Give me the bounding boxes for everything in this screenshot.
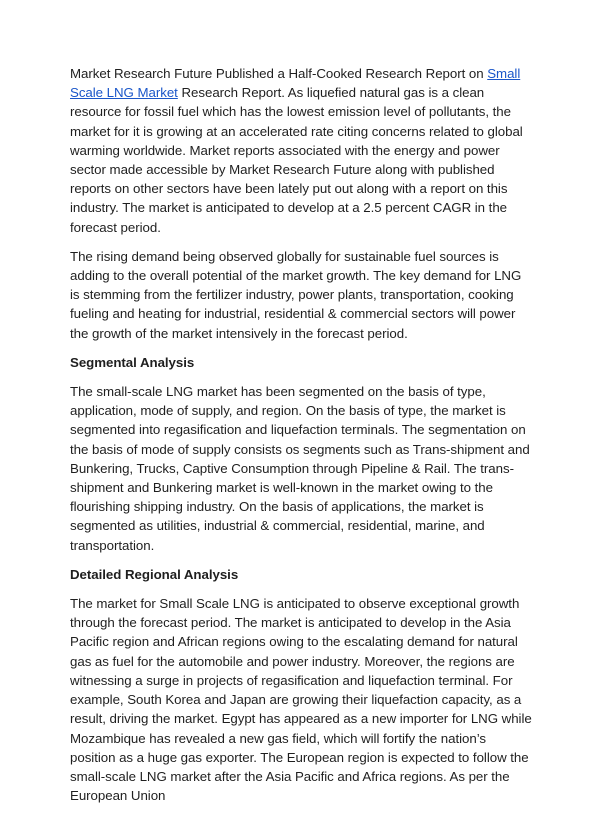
small-scale-lng-market-link[interactable]: Small Scale LNG Market bbox=[70, 66, 521, 101]
segmental-paragraph: The small-scale LNG market has been segmented on the basis of type, application, mode of supply, and region. On the basis of type, the market is segmented into regasification and liquefaction terminals. The segmentation on the basis of mode of supply consists os segments such as Trans-shipment and Bunkering, Trucks, Captive Consumption through Pipeline & Rail. The trans-shipment and Bunkering market is well-known in the market owing to the flourishing shipping industry. On the basis of applications, the market is segmented as utilities, industrial & commercial, residential, marine, and transportation. bbox=[70, 384, 530, 553]
demand-paragraph: The rising demand being observed globally for sustainable fuel sources is adding to the overall potential of the market growth. The key demand for LNG is stemming from the fertilizer industry, power plants, transportation, cooking fueling and heating for industrial, residential & commercial sectors will power the growth of the market intensively in the forecast period. bbox=[70, 248, 522, 341]
segmental-analysis-heading: Segmental Analysis bbox=[70, 354, 195, 370]
regional-paragraph: The market for Small Scale LNG is anticipated to observe exceptional growth through the forecast period. The market is anticipated to develop in the Asia Pacific region and African regions owing to the escalating demand for natural gas as fuel for the automobile and power industry. Moreover, the regions are witnessing a surge in projects of regasification and liquefaction terminal. For example, South Korea and Japan are growing their liquefaction capacity, as a result, driving the market. Egypt has appeared as a new importer for LNG while Mozambique has revealed a new gas field, which will fortify the nation’s position as a huge gas exporter. The European region is expected to follow the small-scale LNG market after the Asia Pacific and Africa regions. As per the European Union bbox=[70, 596, 532, 804]
intro-text-after-link: Research Report. As liquefied natural gas is a clean resource for fossil fuel which has the lowest emission level of pollutants, the market for it is growing at an accelerated rate citing concerns related to global warming worldwide. Market reports associated with the energy and power sector made accessible by Market Research Future along with published reports on other sectors have been lately put out along with a report on this industry. The market is anticipated to develop at a 2.5 percent CAGR in the forecast period. bbox=[70, 85, 523, 235]
regional-analysis-heading: Detailed Regional Analysis bbox=[70, 566, 239, 582]
intro-text-before-link: Market Research Future Published a Half-Cooked Research Report on bbox=[70, 66, 488, 81]
intro-paragraph bbox=[70, 64, 532, 237]
document-body bbox=[70, 64, 532, 815]
